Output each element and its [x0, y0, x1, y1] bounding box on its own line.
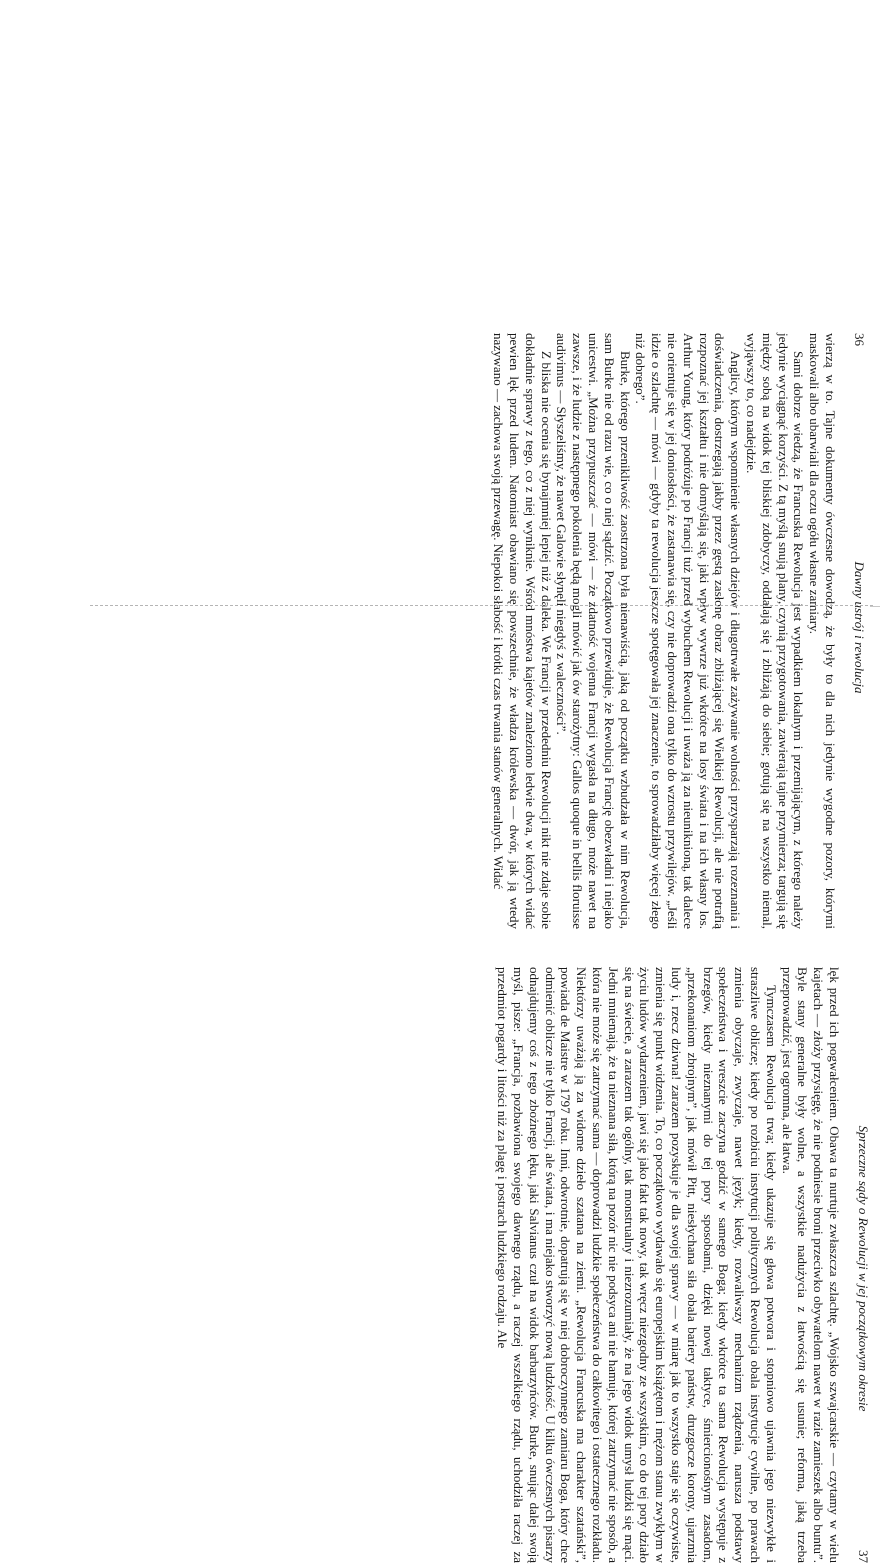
paragraph: Tymczasem Rewolucja trwa; kiedy ukazuje się głowa potwora i stopniowo ujawnia jego niezwykłe i straszliwe oblicze; kiedy po rozbiciu instytucji politycznych Rewolucja obala instytucje cywilne, po prawach zmienia obyczaje, zwyczaje, nawet język; kiedy, rozwaliwszy mechanizm rządzenia, narusza podstawy społeczeństwa i wreszcie zaczyna godzić w samego Boga; kiedy wkrótce ta sama Rewolucja występuje z brzegów, kiedy nieznanymi do tej pory sposobami, dzięki nowej taktyce, śmiercionośnym zasadom, „przekonaniom zbrojnym”, jak mówił Pitt, niesłychana siła obala bariery państw, druzgocze korony, ujarzmia ludy i, rzecz dziwna! zarazem pozyskuje je dla swojej sprawy — w miarę jak to wszystko staje się oczywiste, zmienia się punkt widzenia. To, co początkowo wydawało się europejskim książętom i mężom stanu zwykłym w życiu ludów wydarzeniem, jawi się jako fakt tak nowy, tak wręcz niezgodny ze wszystkim, co do tej pory działo się na świecie, a zarazem tak ogólny, tak monstrualny i niezrozumiały, że na jego widok umysł ludzki się mąci. Jedni mniemają, że ta nieznana siła, którą na pozór nic nie podsyca ani nie hamuje, której zatrzymać nie sposób, a która nie może się zatrzymać sama — doprowadzi ludzkie społeczeństwa do całkowitego i ostatecznego rozkładu. Niektórzy uważają ją za widome dzieło szatana na ziemi. „Rewolucja Francuska ma charakter szatański”, powiada de Maistre w 1797 roku. Inni, odwrotnie, dopatrują się w niej dobroczynnego zamiaru Boga, który chce odmienić oblicze nie tylko Francji, ale świata, i ma niejako stworzyć nową ludzkość. U kilku ówczesnych pisarzy odnajdujemy coś z tego zbożnego lęku, jaki Salvianus czuł na widok barbarzyńców. Burke, snując dalej swoją myśl, pisze: „Francja, pozbawiona swojego dawnego rządu, a raczej wszelkiego rządu, uchodziła raczej za przedmiot pogardy i litości niż za plagę i postrach ludzkiego rodzaju. Ale	[495, 967, 779, 1563]
paragraph: Z bliska nie ocenia się bynajmniej lepiej niż z daleka. We Francji w przededniu Rewolucji nikt nie zdaje sobie dokładnie sprawy z tego, co z niej wyniknie. Wśród mnóstwa kajetów znaleziono ledwie dwa, w których widać pewien lęk przed ludem. Natomiast obawiano się powszechnie, że władza królewska — dwór, jak ją wtedy nazywano — zachowa swoją przewagę. Niepokoi słabość i krótki czas trwania stanów generalnych. Widać	[491, 333, 554, 929]
running-head	[855, 967, 871, 1563]
running-title: Dawny ustrój i rewolucja	[852, 561, 867, 694]
paragraph: wierzą w to. Tajne dokumenty ówczesne dowodzą, że były to dla nich jedynie wygodne pozory, którymi maskowali albo ubarwiali dla oczu ogółu własne zamiary.	[807, 333, 838, 929]
page-body	[494, 967, 842, 1563]
page-number: 36	[852, 333, 867, 346]
page-body	[490, 333, 838, 929]
page-number: 37	[856, 1549, 871, 1563]
paragraph: lęk przed ich pogwałceniem. Obawa ta nurtuje zwłaszcza szlachtę. „Wojsko szwajcarskie — czytamy w wielu kajetach — złoży przysięgę, że nie podniesie broni przeciwko obywatelom nawet w razie zamieszek albo buntu”. Byle stany generalne były wolne, a wszystkie nadużycia z łatwością się usunie; reforma, jaką trzeba przeprowadzić, jest ogromna, ale łatwa.	[779, 967, 842, 1563]
paragraph: Burke, którego przenikliwość zaostrzona była nienawiścią, jaką od początku wzbudzała w nim Rewolucja, sam Burke nie od razu wie, co o niej sądzić. Początkowo przewiduje, że Rewolucja Francję obezwładni i niejako unicestwi. „Można przypuszczać — mówi — że zdatność wojenna Francji wygasła na długo, może nawet na zawsze, i że ludzie z następnego pokolenia będą mogli mówić jak ów starożytny: Gallos quoque in bellis floruisse audivimus — Słyszeliśmy, że nawet Galowie słynęli niegdyś z waleczności”.	[554, 333, 633, 929]
book-page-left	[27, 331, 867, 931]
page-gutter-divider	[90, 605, 873, 606]
paragraph: Sami dobrze wiedzą, że Francuska Rewolucja jest wypadkiem lokalnym i przemijającym, z którego należy jedynie wyciągnąć korzyści. Z tą myślą snują plany, czynią przygotowania, zawierają tajne przymierza; targują się między sobą na widok tej bliskiej zdobyczy, oddalają się i zbliżają do siebie; gotują się na wszystko niemal, wyjąwszy to, co nadejdzie.	[744, 333, 807, 929]
scan-mark	[870, 606, 880, 607]
paragraph: Anglicy, którym wspomnienie własnych dziejów i długotrwałe zażywanie wolności przysparzają rozeznania i doświadczenia, dostrzegają jakby przez gęstą zasłonę obraz zbliżającej się Wielkiej Rewolucji, ale nie potrafią rozpoznać jej kształtu i nie domyślają się, jaki wpływ wywrze już wkrótce na losy świata i na ich własny los. Arthur Young, który podróżuje po Francji tuż przed wybuchem Rewolucji i uważa ją za nieuniknioną, tak dalece nie orientuje się w jej doniosłości, że zastanawia się, czy nie doprowadzi ona tylko do wzrostu przywilejów. „Jeśli idzie o szlachtę — mówi — gdyby ta rewolucja jeszcze spotęgowała jej znaczenie, to sprowadziłaby więcej złego niż dobrego”.	[633, 333, 744, 929]
running-title: Sprzeczne sądy o Rewolucji w jej początkowym okresie	[856, 1125, 871, 1412]
book-page-right	[31, 965, 871, 1565]
running-head	[851, 333, 867, 929]
